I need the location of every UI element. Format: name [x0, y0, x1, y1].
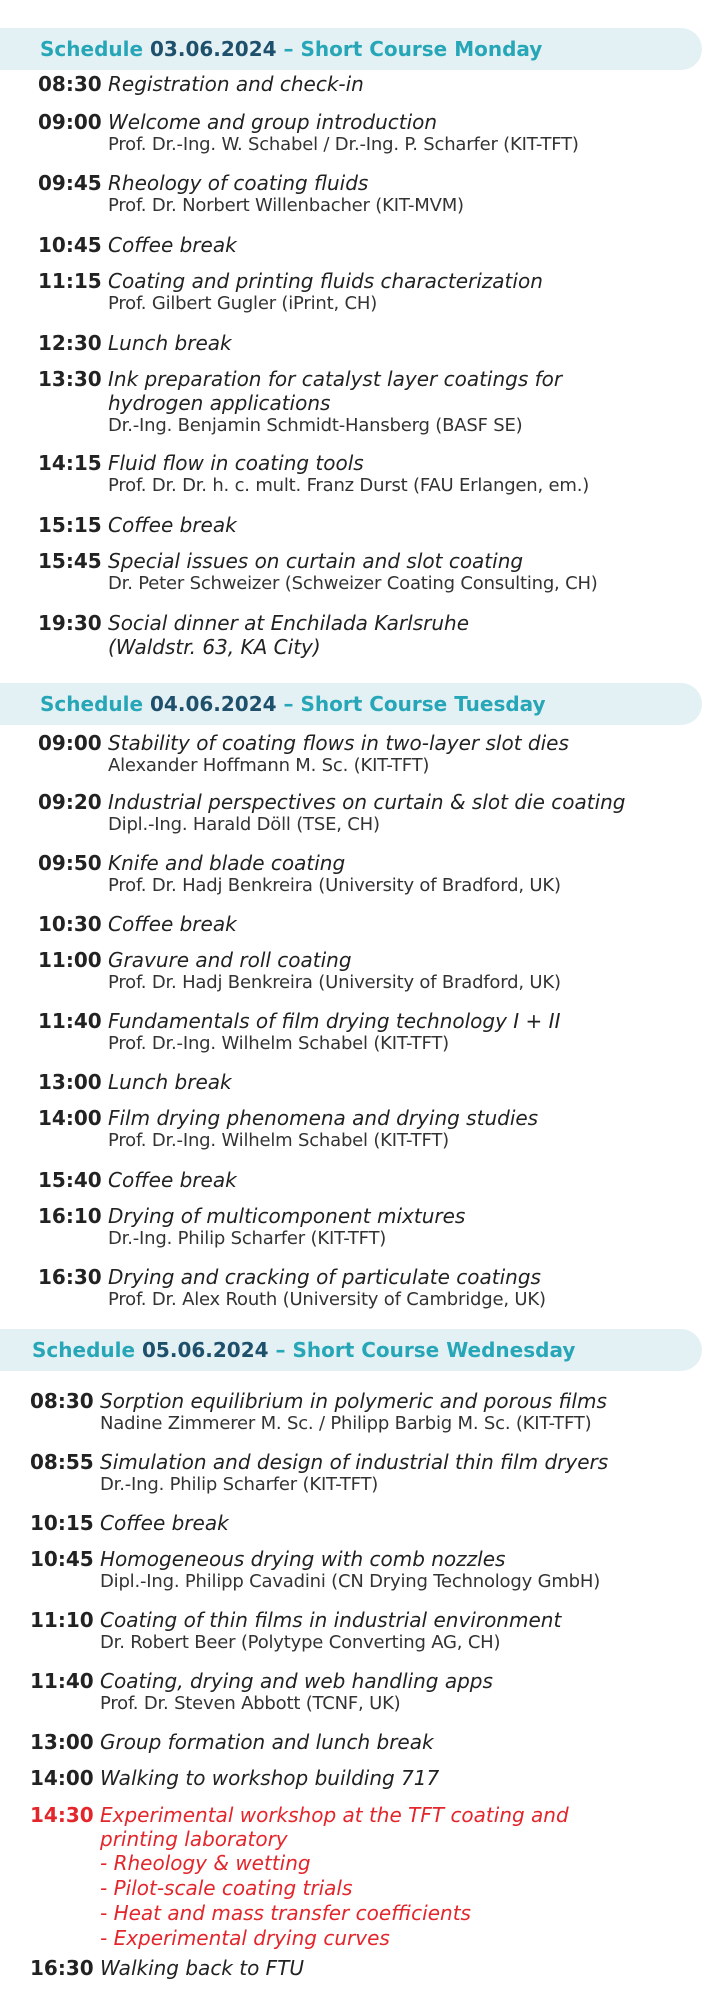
session-title: Coffee break [100, 1511, 229, 1535]
session-title: Fundamentals of film drying technology I + II [108, 1009, 561, 1033]
session-details [100, 1766, 702, 1790]
session-details [108, 331, 702, 355]
session-title: Walking back to FTU [100, 1956, 305, 1980]
session-time: 14:15 [38, 451, 102, 475]
day-date: 04.06.2024 [150, 692, 277, 716]
session-details [108, 451, 702, 497]
session-title: Fluid flow in coating tools [108, 451, 364, 475]
session-details [100, 1450, 702, 1496]
course-name: Short Course Monday [300, 37, 543, 61]
session-details [108, 731, 702, 777]
session-speaker: Prof. Dr. Alex Routh (University of Cambridge, UK) [108, 1289, 546, 1310]
session-time: 08:30 [38, 72, 102, 96]
session-time: 14:00 [38, 1106, 102, 1130]
schedule-day-wednesday [0, 1329, 702, 1980]
session-speaker: Dr.-Ing. Philip Scharfer (KIT-TFT) [100, 1474, 379, 1495]
workshop-topic: - Experimental drying curves [100, 1926, 390, 1950]
session-details [108, 233, 702, 257]
session-title: Social dinner at Enchilada Karlsruhe [108, 611, 469, 635]
schedule-label: Schedule [40, 692, 144, 716]
session-title: hydrogen applications [108, 391, 331, 415]
dash: – [283, 692, 294, 716]
session-speaker: Prof. Dr.-Ing. Wilhelm Schabel (KIT-TFT) [108, 1033, 449, 1054]
session-title: Special issues on curtain and slot coating [108, 549, 524, 573]
session-details [108, 110, 702, 156]
session-time: 10:15 [30, 1511, 94, 1535]
workshop-topic: - Heat and mass transfer coefficients [100, 1901, 471, 1925]
session-speaker: Prof. Dr. Steven Abbott (TCNF, UK) [100, 1693, 401, 1714]
session-title: Coating, drying and web handling apps [100, 1669, 493, 1693]
session-title: printing laboratory [100, 1827, 288, 1851]
session-speaker: Prof. Dr. Hadj Benkreira (University of Bradford, UK) [108, 972, 561, 993]
session-title: Lunch break [108, 331, 232, 355]
session-time: 11:00 [38, 948, 102, 972]
workshop-topic: - Pilot-scale coating trials [100, 1876, 353, 1900]
day-header [0, 683, 702, 725]
session-title: Rheology of coating fluids [108, 171, 369, 195]
session-speaker: Prof. Dr. Hadj Benkreira (University of Bradford, UK) [108, 875, 561, 896]
session-details [108, 1204, 702, 1250]
session-speaker: Dr. Peter Schweizer (Schweizer Coating Consulting, CH) [108, 573, 598, 594]
session-details [108, 1106, 702, 1152]
session-details [108, 1168, 702, 1192]
session-title: Sorption equilibrium in polymeric and porous films [100, 1389, 607, 1413]
session-time: 11:10 [30, 1608, 94, 1632]
session-speaker: Dr.-Ing. Benjamin Schmidt-Hansberg (BASF SE) [108, 415, 523, 436]
session-details [108, 1009, 702, 1055]
session-speaker: Dipl.-Ing. Harald Döll (TSE, CH) [108, 814, 380, 835]
session-time: 11:40 [30, 1669, 94, 1693]
session-title: Coffee break [108, 1168, 237, 1192]
session-speaker: Prof. Dr.-Ing. W. Schabel / Dr.-Ing. P. Scharfer (KIT-TFT) [108, 134, 579, 155]
session-speaker: Prof. Dr. Norbert Willenbacher (KIT-MVM) [108, 195, 464, 216]
session-details [108, 171, 702, 217]
session-title: Homogeneous drying with comb nozzles [100, 1547, 506, 1571]
session-time: 15:45 [38, 549, 102, 573]
schedule-day-monday [0, 28, 702, 659]
session-time: 15:40 [38, 1168, 102, 1192]
session-time: 14:00 [30, 1766, 94, 1790]
session-details [100, 1956, 702, 1980]
session-title: Coffee break [108, 233, 237, 257]
session-title: Ink preparation for catalyst layer coatings for [108, 367, 563, 391]
session-details [108, 269, 702, 315]
session-title: Drying of multicomponent mixtures [108, 1204, 466, 1228]
session-details [108, 912, 702, 936]
session-details [108, 367, 702, 437]
session-details [108, 1265, 702, 1311]
session-title: Coffee break [108, 513, 237, 537]
session-speaker: Dipl.-Ing. Philipp Cavadini (CN Drying Technology GmbH) [100, 1571, 601, 1592]
session-title: (Waldstr. 63, KA City) [108, 635, 321, 659]
session-speaker: Alexander Hoffmann M. Sc. (KIT-TFT) [108, 755, 430, 776]
session-time: 11:40 [38, 1009, 102, 1033]
schedule-day-tuesday [0, 683, 702, 1310]
session-details [108, 948, 702, 994]
session-title: Coating and printing fluids characterization [108, 269, 543, 293]
session-details [108, 1070, 702, 1094]
session-time: 11:15 [38, 269, 102, 293]
session-time: 13:00 [38, 1070, 102, 1094]
session-time: 10:45 [38, 233, 102, 257]
session-speaker: Prof. Dr. Dr. h. c. mult. Franz Durst (FAU Erlangen, em.) [108, 475, 590, 496]
session-title: Stability of coating flows in two-layer slot dies [108, 731, 569, 755]
session-speaker: Prof. Gilbert Gugler (iPrint, CH) [108, 293, 378, 314]
course-name: Short Course Wednesday [292, 1338, 576, 1362]
session-details [108, 851, 702, 897]
session-details [100, 1730, 702, 1754]
session-time: 09:20 [38, 790, 102, 814]
session-title: Film drying phenomena and drying studies [108, 1106, 539, 1130]
day-date: 05.06.2024 [142, 1338, 269, 1362]
session-details [100, 1547, 702, 1593]
day-date: 03.06.2024 [150, 37, 277, 61]
session-details [100, 1511, 702, 1535]
session-title: Group formation and lunch break [100, 1730, 434, 1754]
session-title: Knife and blade coating [108, 851, 346, 875]
session-speaker: Dr. Robert Beer (Polytype Converting AG, CH) [100, 1632, 501, 1653]
session-details [100, 1608, 702, 1654]
dash: – [275, 1338, 286, 1362]
session-time: 09:50 [38, 851, 102, 875]
schedule-label: Schedule [32, 1338, 136, 1362]
session-title: Walking to workshop building 717 [100, 1766, 440, 1790]
session-time: 09:45 [38, 171, 102, 195]
session-title: Drying and cracking of particulate coatings [108, 1265, 541, 1289]
dash: – [283, 37, 294, 61]
session-speaker: Nadine Zimmerer M. Sc. / Philipp Barbig M. Sc. (KIT-TFT) [100, 1413, 592, 1434]
course-name: Short Course Tuesday [300, 692, 546, 716]
session-speaker: Dr.-Ing. Philip Scharfer (KIT-TFT) [108, 1228, 387, 1249]
session-details [100, 1669, 702, 1715]
schedule-label: Schedule [40, 37, 144, 61]
session-title: Welcome and group introduction [108, 110, 438, 134]
session-speaker: Prof. Dr.-Ing. Wilhelm Schabel (KIT-TFT) [108, 1130, 449, 1151]
session-time: 13:30 [38, 367, 102, 391]
session-time: 14:30 [30, 1803, 94, 1827]
session-title: Coating of thin films in industrial environment [100, 1608, 562, 1632]
session-details [108, 790, 702, 836]
session-title: Registration and check-in [108, 72, 364, 96]
session-time: 15:15 [38, 513, 102, 537]
session-details [100, 1389, 702, 1435]
session-time: 09:00 [38, 731, 102, 755]
session-time: 08:30 [30, 1389, 94, 1413]
session-time: 10:30 [38, 912, 102, 936]
session-time: 12:30 [38, 331, 102, 355]
session-details [108, 549, 702, 595]
session-time: 16:30 [30, 1956, 94, 1980]
session-title: Industrial perspectives on curtain & slot die coating [108, 790, 626, 814]
session-time: 09:00 [38, 110, 102, 134]
session-title: Simulation and design of industrial thin film dryers [100, 1450, 609, 1474]
session-title: Coffee break [108, 912, 237, 936]
session-details [108, 611, 702, 659]
session-time: 10:45 [30, 1547, 94, 1571]
day-header [0, 1329, 702, 1371]
session-title: Experimental workshop at the TFT coating and [100, 1803, 569, 1827]
workshop-topic: - Rheology & wetting [100, 1851, 311, 1875]
session-details [108, 72, 702, 96]
session-details [100, 1803, 702, 1951]
session-time: 13:00 [30, 1730, 94, 1754]
session-details [108, 513, 702, 537]
session-time: 19:30 [38, 611, 102, 635]
day-header [0, 28, 702, 70]
session-time: 16:10 [38, 1204, 102, 1228]
session-time: 16:30 [38, 1265, 102, 1289]
session-time: 08:55 [30, 1450, 94, 1474]
session-title: Lunch break [108, 1070, 232, 1094]
session-title: Gravure and roll coating [108, 948, 352, 972]
